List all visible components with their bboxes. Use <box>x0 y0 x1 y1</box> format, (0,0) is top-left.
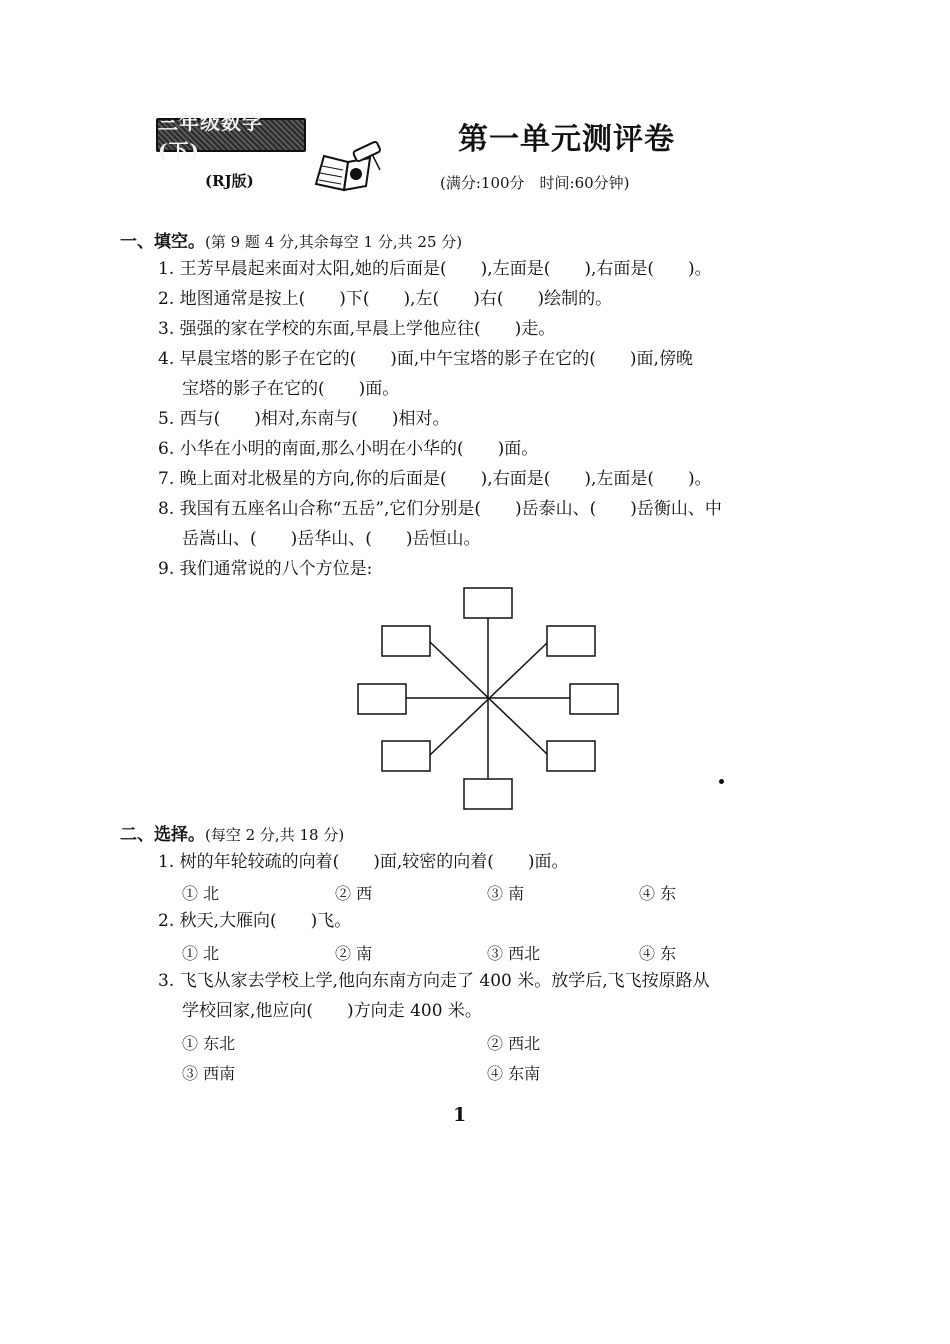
edition-label: (RJ版) <box>205 172 254 190</box>
answer-box-northwest <box>382 626 430 656</box>
choice-question-1: 1. 树的年轮较疏的向着( )面,较密的向着( )面。 <box>158 852 569 872</box>
question-4-cont: 宝塔的影子在它的( )面。 <box>182 379 400 399</box>
stray-mark <box>719 779 724 784</box>
choice-question-2: 2. 秋天,大雁向( )飞。 <box>158 911 352 931</box>
question-6: 6. 小华在小明的南面,那么小明在小华的( )面。 <box>158 439 539 459</box>
answer-box-southwest <box>382 741 430 771</box>
choice-q3-option-1: ① 东北 <box>182 1034 236 1053</box>
question-5: 5. 西与( )相对,东南与( )相对。 <box>158 409 450 429</box>
choice-q2-option-2: ② 南 <box>335 944 373 963</box>
answer-box-south <box>464 779 512 809</box>
section-2-title: 二、选择。 <box>120 825 205 845</box>
choice-q1-option-3: ③ 南 <box>487 884 525 903</box>
section-1-heading <box>120 227 462 252</box>
section-2-note: (每空 2 分,共 18 分) <box>205 826 345 844</box>
choice-question-3-cont: 学校回家,他应向( )方向走 400 米。 <box>182 1001 482 1021</box>
choice-q3-option-3: ③ 西南 <box>182 1064 236 1083</box>
answer-box-southeast <box>547 741 595 771</box>
page-number: 1 <box>453 1104 467 1126</box>
question-4: 4. 早晨宝塔的影子在它的( )面,中午宝塔的影子在它的( )面,傍晚 <box>158 349 693 369</box>
section-1-note: (第 9 题 4 分,其余每空 1 分,共 25 分) <box>205 233 463 251</box>
score-time-info: (满分:100分 时间:60分钟) <box>440 174 630 192</box>
choice-q1-option-2: ② 西 <box>335 884 373 903</box>
choice-q1-option-1: ① 北 <box>182 884 220 903</box>
answer-box-north <box>464 588 512 618</box>
section-2-heading <box>120 820 344 845</box>
question-2: 2. 地图通常是按上( )下( ),左( )右( )绘制的。 <box>158 289 613 309</box>
question-7: 7. 晚上面对北极星的方向,你的后面是( ),右面是( ),左面是( )。 <box>158 469 712 489</box>
question-1: 1. 王芳早晨起来面对太阳,她的后面是( ),左面是( ),右面是( )。 <box>158 259 712 279</box>
question-9: 9. 我们通常说的八个方位是: <box>158 559 373 579</box>
answer-box-east <box>570 684 618 714</box>
grade-badge: 三年级数学(下) <box>156 118 306 152</box>
answer-box-northeast <box>547 626 595 656</box>
page-title: 第一单元测评卷 <box>458 122 675 157</box>
eight-directions-diagram <box>350 585 640 815</box>
choice-question-3: 3. 飞飞从家去学校上学,他向东南方向走了 400 米。放学后,飞飞按原路从 <box>158 971 710 991</box>
choice-q2-option-3: ③ 西北 <box>487 944 541 963</box>
answer-box-west <box>358 684 406 714</box>
choice-q3-option-2: ② 西北 <box>487 1034 541 1053</box>
section-1-title: 一、填空。 <box>120 232 205 252</box>
question-3: 3. 强强的家在学校的东面,早晨上学他应往( )走。 <box>158 319 556 339</box>
question-8-cont: 岳嵩山、( )岳华山、( )岳恒山。 <box>182 529 481 549</box>
choice-q3-option-4: ④ 东南 <box>487 1064 541 1083</box>
choice-q1-option-4: ④ 东 <box>639 884 677 903</box>
choice-q2-option-4: ④ 东 <box>639 944 677 963</box>
question-8: 8. 我国有五座名山合称“五岳”,它们分别是( )岳泰山、( )岳衡山、中 <box>158 499 722 519</box>
book-telescope-icon <box>310 140 392 192</box>
choice-q2-option-1: ① 北 <box>182 944 220 963</box>
